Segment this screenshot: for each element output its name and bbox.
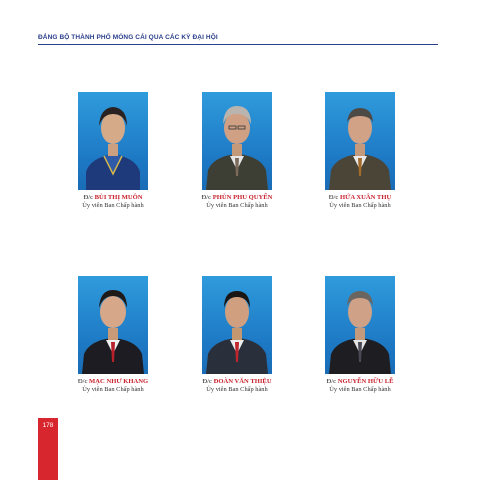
member-role: Ủy viên Ban Chấp hành (82, 386, 144, 393)
member-prefix: Đ/c (77, 378, 88, 385)
member-prefix: Đ/c (201, 194, 212, 201)
member-role: Ủy viên Ban Chấp hành (206, 386, 268, 393)
member-card (300, 92, 420, 210)
portrait-photo (78, 276, 148, 374)
member-name: PHÙN PHU QUYỂN (212, 194, 273, 201)
member-role: Ủy viên Ban Chấp hành (206, 202, 268, 209)
member-name: NGUYỄN HỮU LỄ (337, 378, 394, 385)
member-name: ĐOÀN VĂN THIỆU (213, 378, 272, 385)
member-prefix: Đ/c (326, 378, 337, 385)
member-name: MẠC NHƯ KHANG (89, 378, 149, 385)
member-role: Ủy viên Ban Chấp hành (82, 202, 144, 209)
member-card (300, 276, 420, 394)
member-prefix: Đ/c (83, 194, 93, 201)
member-card (177, 276, 297, 394)
member-name: HỨA XUÂN THỤ (339, 194, 392, 201)
member-card (177, 92, 297, 210)
member-name: BÙI THỊ MUÔN (94, 194, 143, 201)
portrait-photo (325, 276, 395, 374)
member-role: Ủy viên Ban Chấp hành (329, 386, 391, 393)
portrait-photo (325, 92, 395, 190)
member-card (53, 92, 173, 210)
page-number: 178 (38, 418, 58, 480)
member-prefix: Đ/c (328, 194, 339, 201)
member-card (53, 276, 173, 394)
header-title: ĐẢNG BỘ THÀNH PHỐ MÓNG CÁI QUA CÁC KỲ ĐẠI HỘI (38, 34, 218, 41)
member-prefix: Đ/c (202, 378, 212, 385)
header-rule (38, 44, 438, 45)
portrait-photo (202, 92, 272, 190)
portrait-photo (78, 92, 148, 190)
member-role: Ủy viên Ban Chấp hành (329, 202, 391, 209)
portrait-photo (202, 276, 272, 374)
